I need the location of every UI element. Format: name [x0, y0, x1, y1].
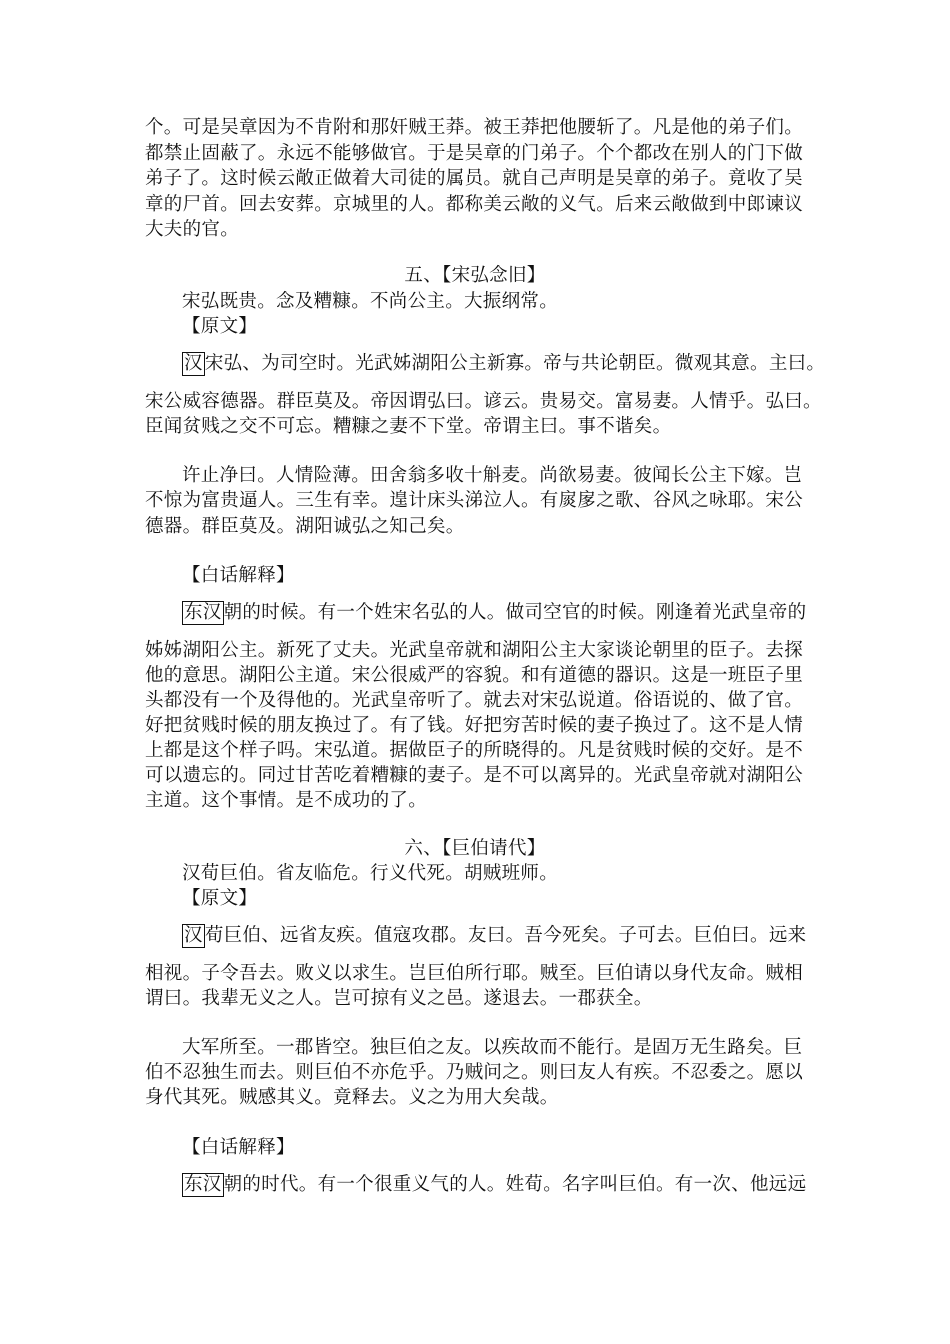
text-line: 朝的时代。有一个很重义气的人。姓荀。名字叫巨伯。有一次、他远远	[223, 1174, 807, 1195]
original-text-first-line	[182, 351, 852, 377]
yuanwen-label: 【原文】	[182, 316, 258, 337]
text-line: 主道。这个事情。是不成功的了。	[145, 790, 428, 811]
text-line: 宋公威容德器。群臣莫及。帝因谓弘曰。谚云。贵易交。富易妻。人情乎。弘曰。	[145, 391, 822, 412]
baihua-first-line	[182, 1172, 852, 1198]
text-line: 臣闻贫贱之交不可忘。糟糠之妻不下堂。帝谓主曰。事不谐矣。	[145, 416, 672, 437]
boxed-term: 东汉	[184, 602, 222, 623]
section-summary: 汉荀巨伯。省友临危。行义代死。胡贼班师。	[182, 863, 559, 884]
text-line: 弟子了。这时候云敞正做着大司徒的属员。就自己声明是吴章的弟子。竟收了吴	[145, 168, 804, 189]
text-line: 可以遗忘的。同过甘苦吃着糟糠的妻子。是不可以离异的。光武皇帝就对湖阳公	[145, 765, 804, 786]
boxed-term: 东汉	[184, 1174, 222, 1195]
text-line: 上都是这个样子吗。宋弘道。据做臣子的所晓得的。凡是贫贱时候的交好。是不	[145, 740, 804, 761]
boxed-char: 汉	[184, 353, 203, 374]
section-title: 五、【宋弘念旧】	[404, 265, 546, 286]
baihua-label: 【白话解释】	[182, 1137, 295, 1158]
comment-line: 大军所至。一郡皆空。独巨伯之友。以疾故而不能行。是固万无生路矣。巨	[182, 1037, 803, 1058]
original-text-first-line	[182, 923, 852, 949]
yuanwen-label: 【原文】	[182, 888, 258, 909]
text-line: 相视。子令吾去。败义以求生。岂巨伯所行耶。贼至。巨伯请以身代友命。贼相	[145, 963, 804, 984]
section-summary: 宋弘既贵。念及糟糠。不尚公主。大振纲常。	[182, 291, 559, 312]
text-line: 好把贫贱时候的朋友换过了。有了钱。好把穷苦时候的妻子换过了。这不是人情	[145, 715, 804, 736]
text-line: 头都没有一个及得他的。光武皇帝听了。就去对宋弘说道。俗语说的、做了官。	[145, 690, 804, 711]
comment-line: 许止净曰。人情险薄。田舍翁多收十斛麦。尚欲易妻。彼闻长公主下嫁。岂	[182, 465, 803, 486]
comment-line: 德器。群臣莫及。湖阳诚弘之知己矣。	[145, 516, 465, 537]
comment-line: 不惊为富贵逼人。三生有幸。遑计床头涕泣人。有扊扅之歌、谷风之咏耶。宋公	[145, 490, 804, 511]
comment-line: 伯不忍独生而去。则巨伯不亦危乎。乃贼问之。则曰友人有疾。不忍委之。愿以	[145, 1062, 804, 1083]
text-line: 个。可是吴章因为不肯附和那奸贼王莽。被王莽把他腰斩了。凡是他的弟子们。	[145, 117, 804, 138]
baihua-label: 【白话解释】	[182, 565, 295, 586]
section-title: 六、【巨伯请代】	[404, 838, 546, 859]
boxed-char: 汉	[184, 925, 203, 946]
baihua-first-line	[182, 600, 852, 626]
text-line: 都禁止固蔽了。永远不能够做官。于是吴章的门弟子。个个都改在别人的门下做	[145, 143, 804, 164]
text-line: 朝的时候。有一个姓宋名弘的人。做司空官的时候。刚逢着光武皇帝的	[223, 602, 807, 623]
text-line: 宋弘、为司空时。光武姊湖阳公主新寡。帝与共论朝臣。微观其意。主曰。	[204, 353, 826, 374]
text-line: 姊姊湖阳公主。新死了丈夫。光武皇帝就和湖阳公主大家谈论朝里的臣子。去探	[145, 640, 804, 661]
text-line: 荀巨伯、远省友疾。值寇攻郡。友曰。吾今死矣。子可去。巨伯曰。远来	[204, 925, 807, 946]
text-line: 谓曰。我辈无义之人。岂可掠有义之邑。遂退去。一郡获全。	[145, 988, 653, 1009]
text-line: 章的尸首。回去安葬。京城里的人。都称美云敞的义气。后来云敞做到中郎谏议	[145, 194, 804, 215]
text-line: 他的意思。湖阳公主道。宋公很威严的容貌。和有道德的器识。这是一班臣子里	[145, 665, 804, 686]
text-line: 大夫的官。	[145, 219, 240, 240]
comment-line: 身代其死。贼感其义。竟释去。义之为用大矣哉。	[145, 1087, 559, 1108]
